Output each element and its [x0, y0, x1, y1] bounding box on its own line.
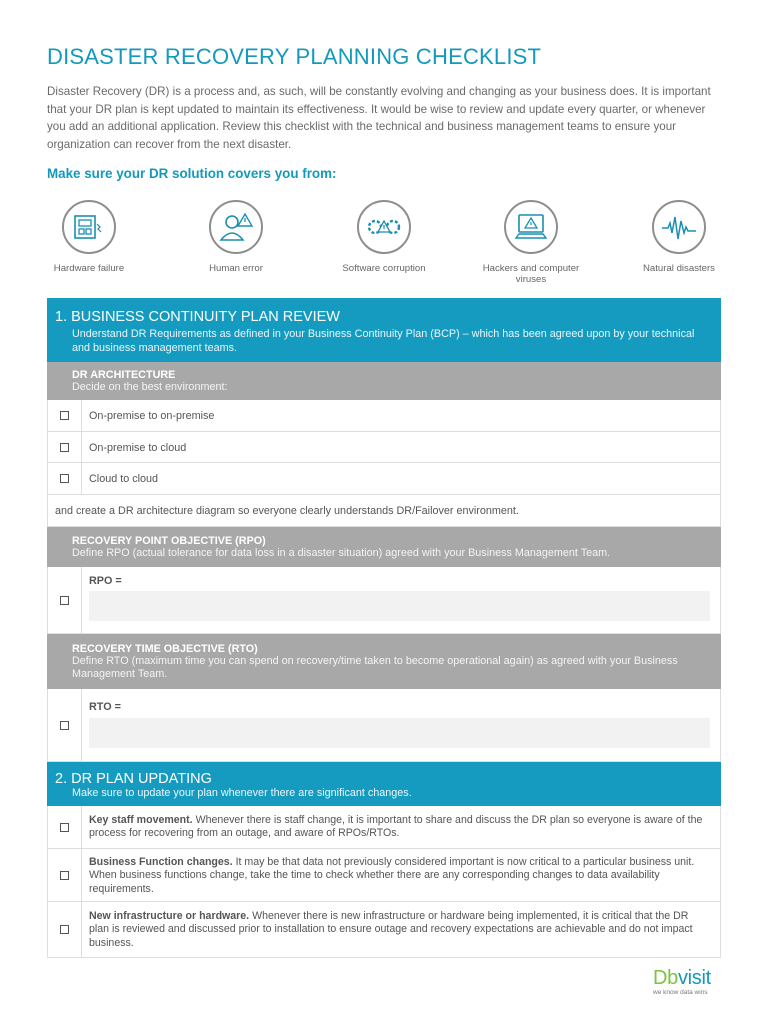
threat-label: Hardware failure — [53, 263, 125, 274]
checkbox[interactable] — [60, 925, 69, 934]
checklist-row — [47, 400, 721, 432]
plan-update-body: Whenever there is staff change, it is important to share and discuss the DR plan so everyone is aware of the process for recovering from an outage, and aware of RPOs/RTOs. — [89, 814, 703, 840]
gears-warning-icon — [357, 200, 411, 254]
checkbox[interactable] — [60, 411, 69, 420]
plan-update-text — [89, 814, 710, 841]
intro-paragraph: Disaster Recovery (DR) is a process and, as such, will be constantly evolving and changing as your business does. It is important that your DR plan is kept updated to maintain its effectiveness. It would be wise to review and update every quarter, or whenever you add an additional application. Review this checklist with the technical and business management teams to ensure your organization can recover from the next disaster. — [47, 85, 711, 151]
threat-software — [324, 200, 444, 274]
architecture-note-row — [47, 495, 721, 527]
threat-human — [176, 200, 296, 274]
plan-update-text — [89, 910, 710, 950]
rpo-input[interactable] — [89, 591, 710, 621]
section-2-subtitle: Make sure to update your plan whenever there are significant changes. — [72, 787, 412, 799]
dr-architecture-title: DR ARCHITECTURE — [72, 369, 176, 381]
threat-natural — [619, 200, 739, 274]
plan-update-heading: Business Function changes. — [89, 856, 233, 868]
threat-hardware — [29, 200, 149, 274]
checklist-row — [47, 463, 721, 495]
rpo-title: RECOVERY POINT OBJECTIVE (RPO) — [72, 535, 266, 547]
threat-label: Natural disasters — [643, 263, 715, 274]
logo-wordmark — [653, 967, 711, 990]
dr-architecture-header — [47, 362, 721, 400]
checkbox[interactable] — [60, 596, 69, 605]
rto-row — [47, 689, 721, 762]
computer-warning-icon — [504, 200, 558, 254]
section-2-header — [47, 762, 721, 806]
rpo-subtitle: Define RPO (actual tolerance for data loss in a disaster situation) agreed with your Business Management Team. — [72, 547, 611, 559]
section-2-title: 2. DR PLAN UPDATING — [55, 771, 212, 787]
rpo-field-label: RPO = — [89, 575, 122, 587]
dbvisit-logo — [653, 967, 711, 996]
rto-input[interactable] — [89, 718, 710, 748]
rto-header — [47, 634, 721, 689]
section-1-header — [47, 298, 721, 362]
seismograph-icon — [652, 200, 706, 254]
plan-update-body: Whenever there is new infrastructure or hardware being implemented, it is critical that the DR plan is reviewed and discussed prior to installation to ensure outage and recovery expectations are achievable and do not impact business. — [89, 910, 693, 949]
plan-update-row — [47, 806, 721, 849]
rpo-row — [47, 567, 721, 634]
checkbox[interactable] — [60, 721, 69, 730]
section-1-subtitle: Understand DR Requirements as defined in your Business Continuity Plan (BCP) – which has been agreed upon by your technical and business management teams. — [72, 328, 695, 354]
option-label: Cloud to cloud — [89, 473, 159, 485]
checkbox[interactable] — [60, 871, 69, 880]
checkbox[interactable] — [60, 474, 69, 483]
logo-tagline: we know data wins — [653, 989, 708, 996]
plan-update-heading: New infrastructure or hardware. — [89, 910, 250, 922]
rto-title: RECOVERY TIME OBJECTIVE (RTO) — [72, 643, 258, 655]
checkbox[interactable] — [60, 823, 69, 832]
hardware-icon — [62, 200, 116, 254]
checklist-row — [47, 432, 721, 463]
rto-subtitle: Define RTO (maximum time you can spend on recovery/time taken to become operational again) as agreed with your Business Management Team. — [72, 655, 678, 680]
plan-update-row — [47, 902, 721, 958]
covers-heading: Make sure your DR solution covers you from: — [47, 166, 337, 181]
person-warning-icon — [209, 200, 263, 254]
logo-db: Db — [653, 967, 678, 989]
page-title: DISASTER RECOVERY PLANNING CHECKLIST — [47, 44, 542, 69]
plan-update-heading: Key staff movement. — [89, 814, 193, 826]
dr-architecture-subtitle: Decide on the best environment: — [72, 381, 228, 393]
option-label: On-premise to cloud — [89, 442, 187, 454]
plan-update-body: It may be that data not previously considered important is now critical to a particular business unit. When business functions change, take the time to check whether there are any corresponding changes to data availability requirements. — [89, 856, 695, 895]
threat-hackers — [471, 200, 591, 285]
plan-update-text — [89, 856, 710, 896]
threat-icons-row — [36, 200, 736, 290]
logo-visit: visit — [677, 967, 711, 989]
rpo-header — [47, 527, 721, 567]
threat-label: Human error — [209, 263, 263, 274]
checkbox[interactable] — [60, 443, 69, 452]
plan-update-row — [47, 849, 721, 902]
threat-label: Software corruption — [342, 263, 426, 274]
rto-field-label: RTO = — [89, 701, 121, 713]
option-label: On-premise to on-premise — [89, 410, 215, 422]
section-1-title: 1. BUSINESS CONTINUITY PLAN REVIEW — [55, 309, 340, 325]
threat-label: Hackers and computer viruses — [482, 263, 580, 285]
architecture-note: and create a DR architecture diagram so everyone clearly understands DR/Failover environment. — [55, 505, 519, 517]
